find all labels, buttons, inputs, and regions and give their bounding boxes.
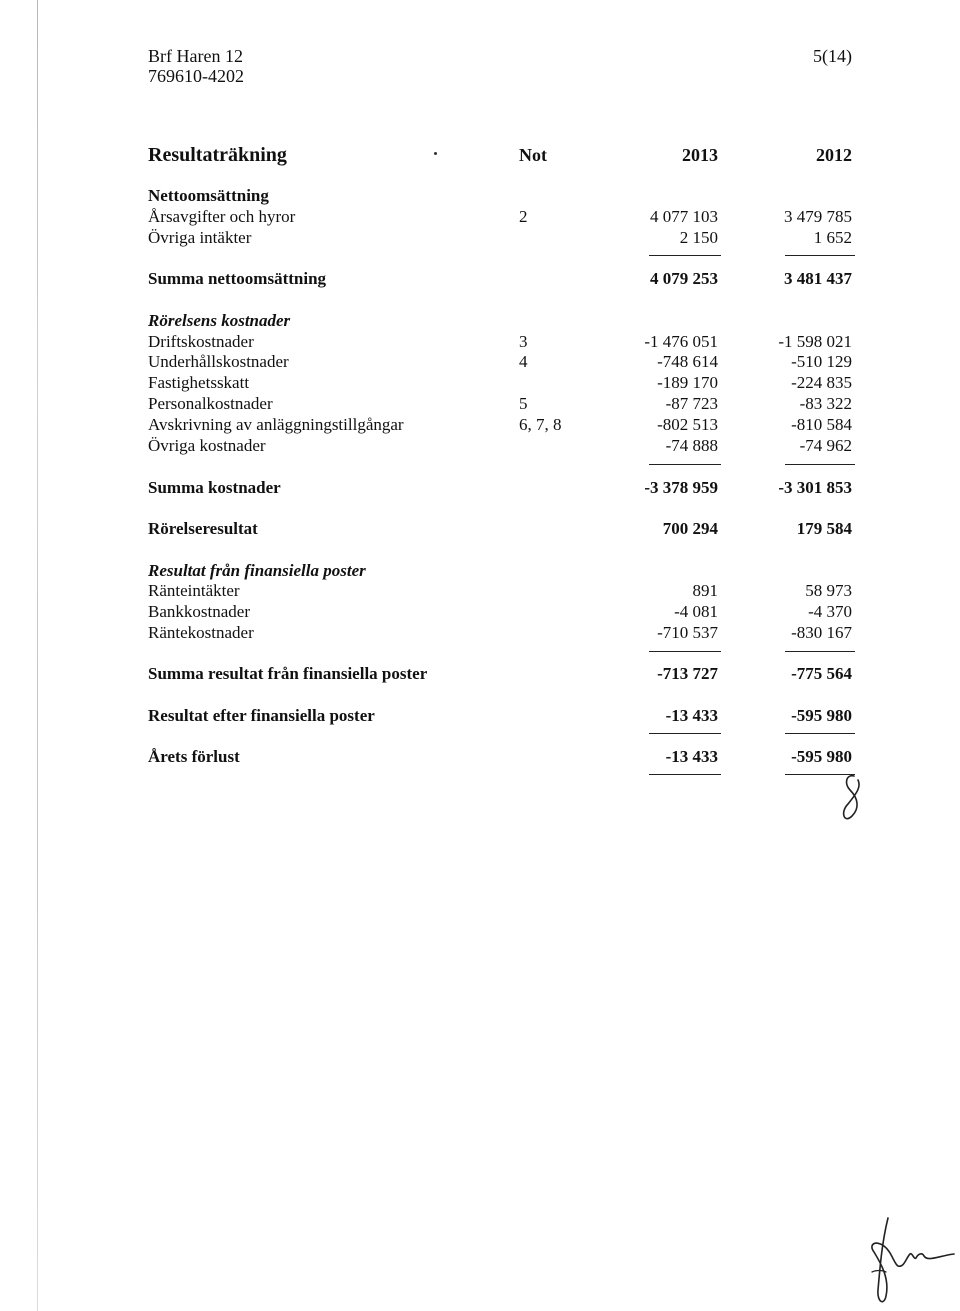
row-label: Personalkostnader xyxy=(148,394,273,413)
table-row xyxy=(0,227,960,248)
table-row xyxy=(0,206,960,227)
row-value-2012: -4 370 xyxy=(808,602,852,621)
row-note: 2 xyxy=(519,207,528,226)
subtotal-rule xyxy=(785,255,855,256)
row-label: Årets förlust xyxy=(148,747,240,766)
row-value-2013: -748 614 xyxy=(657,352,718,371)
row-label: Rörelsens kostnader xyxy=(148,311,291,330)
row-value-2013: -710 537 xyxy=(657,623,718,642)
row-value-2013: -4 081 xyxy=(674,602,718,621)
handwritten-page-mark xyxy=(836,772,866,830)
org-number: 769610-4202 xyxy=(148,66,244,86)
table-row xyxy=(0,351,960,372)
subtotal-rule xyxy=(649,255,721,256)
row-label: Ränteintäkter xyxy=(148,581,240,600)
company-name: Brf Haren 12 xyxy=(148,46,243,66)
row-value-2012: 58 973 xyxy=(805,581,852,600)
row-value-2012: -830 167 xyxy=(791,623,852,642)
row-note: 6, 7, 8 xyxy=(519,415,562,434)
table-row xyxy=(0,414,960,435)
row-value-2012: 179 584 xyxy=(796,519,852,538)
statement-header-row xyxy=(0,145,960,166)
row-value-2012: -595 980 xyxy=(791,706,852,725)
row-value-2013: -189 170 xyxy=(657,373,718,392)
column-header-2012: 2012 xyxy=(816,145,852,165)
table-row xyxy=(0,372,960,393)
row-label: Underhållskostnader xyxy=(148,352,289,371)
row-label: Summa resultat från finansiella poster xyxy=(148,664,428,683)
row-value-2012: -3 301 853 xyxy=(778,478,852,497)
statement-title: Resultaträkning xyxy=(148,144,287,166)
row-value-2013: 4 077 103 xyxy=(650,207,718,226)
row-value-2013: -713 727 xyxy=(657,664,718,683)
row-value-2013: 4 079 253 xyxy=(650,269,718,288)
row-value-2012: -83 322 xyxy=(799,394,852,413)
section-heading xyxy=(0,560,960,581)
table-row xyxy=(0,435,960,456)
row-label: Rörelseresultat xyxy=(148,519,258,538)
row-value-2013: -13 433 xyxy=(665,747,718,766)
row-note: 4 xyxy=(519,352,528,371)
row-value-2013: -3 378 959 xyxy=(644,478,718,497)
final-rule xyxy=(649,774,721,775)
table-row-total xyxy=(0,663,960,684)
table-row-total xyxy=(0,705,960,726)
table-row xyxy=(0,580,960,601)
subtotal-rule xyxy=(649,733,721,734)
subtotal-rule xyxy=(649,651,721,652)
row-label: Nettoomsättning xyxy=(148,186,269,205)
row-value-2013: -802 513 xyxy=(657,415,718,434)
subtotal-rule xyxy=(785,733,855,734)
row-value-2013: -87 723 xyxy=(665,394,718,413)
table-row xyxy=(0,622,960,643)
table-row xyxy=(0,601,960,622)
row-label: Årsavgifter och hyror xyxy=(148,207,296,226)
row-value-2012: -775 564 xyxy=(791,664,852,683)
row-value-2012: 3 481 437 xyxy=(784,269,852,288)
row-value-2012: -510 129 xyxy=(791,352,852,371)
row-value-2012: -595 980 xyxy=(791,747,852,766)
table-row xyxy=(0,185,960,206)
row-value-2012: -74 962 xyxy=(799,436,852,455)
row-label: Summa nettoomsättning xyxy=(148,269,327,288)
subtotal-rule xyxy=(785,464,855,465)
row-value-2013: 2 150 xyxy=(679,228,718,247)
row-label: Övriga intäkter xyxy=(148,228,252,247)
row-label: Fastighetsskatt xyxy=(148,373,250,392)
table-row-total xyxy=(0,518,960,539)
table-row-total xyxy=(0,268,960,289)
row-note: 3 xyxy=(519,332,528,351)
row-label: Övriga kostnader xyxy=(148,436,266,455)
row-label: Resultat efter finansiella poster xyxy=(148,706,375,725)
subtotal-rule xyxy=(785,651,855,652)
row-label: Räntekostnader xyxy=(148,623,254,642)
page-number: 5(14) xyxy=(813,46,852,66)
subtotal-rule xyxy=(649,464,721,465)
table-row-total xyxy=(0,477,960,498)
row-value-2012: 3 479 785 xyxy=(784,207,852,226)
row-value-2013: 700 294 xyxy=(662,519,718,538)
row-value-2012: 1 652 xyxy=(813,228,852,247)
row-value-2012: -224 835 xyxy=(791,373,852,392)
row-label: Avskrivning av anläggningstillgångar xyxy=(148,415,404,434)
table-row-total xyxy=(0,746,960,767)
row-value-2012: -1 598 021 xyxy=(778,332,852,351)
row-label: Resultat från finansiella poster xyxy=(148,561,366,580)
row-value-2013: 891 xyxy=(692,581,718,600)
row-label: Bankkostnader xyxy=(148,602,250,621)
section-heading xyxy=(0,310,960,331)
row-label: Driftskostnader xyxy=(148,332,254,351)
row-value-2013: -1 476 051 xyxy=(644,332,718,351)
row-value-2013: -74 888 xyxy=(665,436,718,455)
row-note: 5 xyxy=(519,394,528,413)
row-label: Summa kostnader xyxy=(148,478,281,497)
column-header-note: Not xyxy=(519,145,547,165)
scan-speck xyxy=(434,152,437,155)
table-row xyxy=(0,393,960,414)
row-value-2012: -810 584 xyxy=(791,415,852,434)
handwritten-signature xyxy=(862,1212,960,1311)
column-header-2013: 2013 xyxy=(682,145,718,165)
row-value-2013: -13 433 xyxy=(665,706,718,725)
table-row xyxy=(0,331,960,352)
